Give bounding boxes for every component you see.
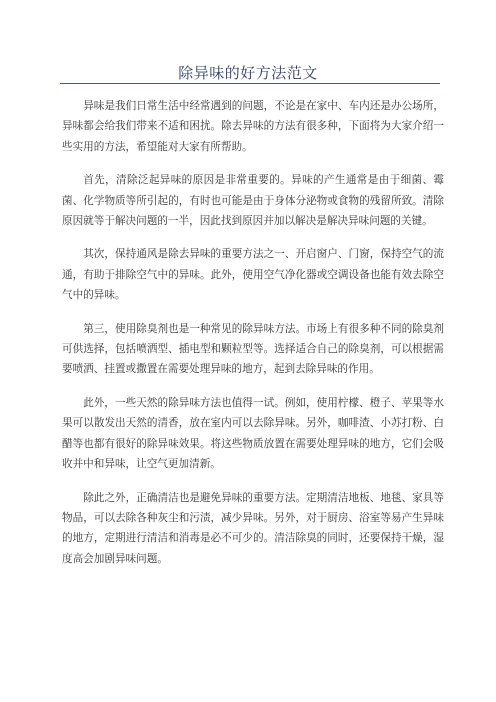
- paragraph: 其次，保持通风是除去异味的重要方法之一、开启窗户、门窗，保持空气的流通，有助于排除空气中的异味。此外，使用空气净化器或空调设备也能有效去除空气中的异味。: [62, 248, 444, 302]
- document-body: [62, 96, 444, 582]
- paragraph: 第三，使用除臭剂也是一种常见的除异味方法。市场上有很多种不同的除臭剂可供选择，包括喷洒型、插电型和颗粒型等。选择适合自己的除臭剂，可以根据需要喷洒、挂置或撒置在需要处理异味的地方，起到去除异味的作用。: [62, 322, 444, 376]
- paragraph: 异味是我们日常生活中经常遇到的问题，不论是在家中、车内还是办公场所，异味都会给我们带来不适和困扰。除去异味的方法有很多种，下面将为大家介绍一些实用的方法，希望能对大家有所帮助。: [62, 100, 444, 153]
- paragraph: 首先，清除泛起异味的原因是非常重要的。异味的产生通常是由于细菌、霉菌、化学物质等所引起的，有时也可能是由于身体分泌物或食物的残留所致。清除原因就等于解决问题的一半，因此找到原因并加以解决是解决异味问题的关键。: [62, 174, 444, 228]
- paragraph: 此外，一些天然的除异味方法也值得一试。例如，使用柠檬、橙子、苹果等水果可以散发出天然的清香，放在室内可以去除异味。另外，咖啡渣、小苏打粉、白醋等也都有很好的除异味效果。将这些物质放置在需要处理异味的地方，它们会吸收并中和异味，让空气更加清新。: [62, 396, 444, 471]
- document-title: 除异味的好方法范文: [178, 64, 318, 82]
- paragraph: 除此之外，正确清洁也是避免异味的重要方法。定期清洁地板、地毯、家具等物品，可以去除各种灰尘和污渍，减少异味。另外，对于厨房、浴室等易产生异味的地方，定期进行清洁和消毒是必不可少的。清洁除臭的同时，还要保持干燥，湿度高会加剧异味问题。: [62, 491, 444, 565]
- title-underline: [60, 83, 440, 84]
